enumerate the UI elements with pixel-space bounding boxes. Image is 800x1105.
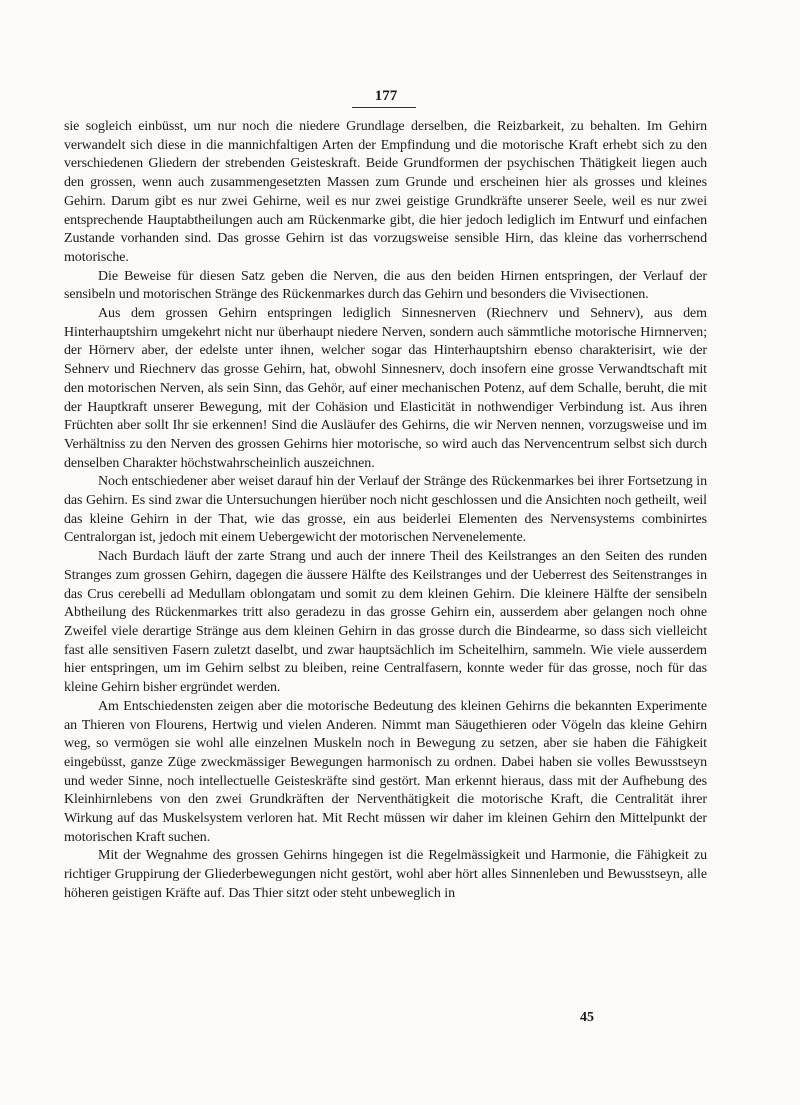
paragraph: Nach Burdach läuft der zarte Strang und auch der innere Theil des Keilstranges an den Seiten des runden Stranges zum grossen Gehirn, dagegen die äussere Hälfte des Keilstranges und der Ueberrest des Seitenstranges in das Crus cerebelli ad Medullam oblongatam und somit zu dem kleinen Gehirn. Die kleinere Hälfte der sensibeln Abtheilung des Rückenmarkes tritt also geradezu in das grosse Gehirn ein, ausserdem aber gelangen noch ohne Zweifel viele derartige Stränge aus dem kleinen Gehirn in das grosse durch die Bindearme, so dass sich vielleicht fast alle sensitiven Fasern zuletzt daselbt, und zwar hauptsächlich im Scheitelhirn, sammeln. Wie viele ausserdem hier entspringen, um im Gehirn selbst zu bleiben, reine Centralfasern, konnte weder für das grosse, noch für das kleine Gehirn bisher ergründet werden.	[64, 549, 707, 696]
paragraph: Noch entschiedener aber weiset darauf hin der Verlauf der Stränge des Rückenmarkes bei ihrer Fortsetzung in das Gehirn. Es sind zwar die Untersuchungen hierüber noch nicht geschlossen und die Ansichten noch getheilt, weil das kleine Gehirn in der That, wie das grosse, ein aus beiderlei Elementen des Nervensystems combinirtes Centralorgan ist, jedoch mit einem Uebergewicht der motorischen Nervenelemente.	[64, 474, 707, 546]
paragraph: Aus dem grossen Gehirn entspringen lediglich Sinnesnerven (Riechnerv und Sehnerv), aus dem Hinterhauptshirn umgekehrt nicht nur überhaupt niedere Nerven, sondern auch sämmtliche motorische Hirnnerven; der Hörnerv aber, der edelste unter ihnen, welcher sogar das Hinterhauptshirn ebenso charakterisirt, wie der Sehnerv und Riechnerv das grosse Gehirn, hat, obwohl Sinnesnerv, doch insofern eine grosse Verwandtschaft mit den motorischen Nerven, als sein Sinn, das Gehör, auf einer mechanischen Potenz, auf dem Schalle, beruht, die mit der Hauptkraft unserer Bewegung, mit der Cohäsion und Elasticität in nothwendiger Verbindung ist. Aus ihren Früchten aber sollt Ihr sie erkennen! Sind die Ausläufer des Gehirns, die wir Nerven nennen, vorzugsweise und im Verhältniss zu den Nerven des grossen Gehirns hier motorische, so wird auch das Nervencentrum selbst sich durch denselben Charakter höchstwahrscheinlich auszeichnen.	[64, 306, 707, 471]
signature-mark: 45	[580, 1010, 594, 1025]
body-text	[64, 118, 707, 904]
paragraph: sie sogleich einbüsst, um nur noch die niedere Grundlage derselben, die Reizbarkeit, zu behalten. Im Gehirn verwandelt sich diese in die mannichfaltigen Arten der Empfindung und die motorische Kraft erhebt sich zu den verschiedenen Gliedern der strebenden Geisteskraft. Beide Grundformen der psychischen Thätigkeit liegen auch den grossen, wenn auch zusammengesetzten Massen zum Grunde und erscheinen hier als grosses und kleines Gehirn. Darum gibt es nur zwei Gehirne, weil es nur zwei geistige Grundkräfte unserer Seele, weil es nur zwei entsprechende Hauptabtheilungen auch am Rückenmarke gibt, die hier jedoch lediglich im Entwurf und einfachen Zustande vorhanden sind. Das grosse Gehirn ist das vorzugsweise sensible Hirn, das kleine das vorherrschend motorische.	[64, 119, 707, 265]
paragraph: Die Beweise für diesen Satz geben die Nerven, die aus den beiden Hirnen entspringen, der Verlauf der sensibeln und motorischen Stränge des Rückenmarkes durch das Gehirn und besonders die Vivisectionen.	[64, 268, 707, 303]
paragraph: Mit der Wegnahme des grossen Gehirns hingegen ist die Regelmässigkeit und Harmonie, die Fähigkeit zu richtiger Gruppirung der Gliederbewegungen nicht gestört, wohl aber hört alles Sinnenleben und Bewusstseyn, alle höheren geistigen Kräfte auf. Das Thier sitzt oder steht unbeweglich in	[64, 848, 707, 901]
paragraph: Am Entschiedensten zeigen aber die motorische Bedeutung des kleinen Gehirns die bekannten Experimente an Thieren von Flourens, Hertwig und vielen Anderen. Nimmt man Säugethieren oder Vögeln das kleine Gehirn weg, so vermögen sie wohl alle einzelnen Muskeln noch in Bewegung zu setzen, aber sie haben die Fähigkeit eingebüsst, ganze Züge zweckmässiger Bewegungen harmonisch zu ordnen. Dabei haben sie volles Bewusstseyn und weder Sinne, noch intellectuelle Geisteskräfte sind gestört. Man erkennt hieraus, dass mit der Aufhebung des Kleinhirnlebens von den zwei Grundkräften der Nerventhätigkeit die motorische Kraft, die Centralität ihrer Wirkung auf das Muskelsystem verloren hat. Mit Recht müssen wir daher im kleinen Gehirn den Mittelpunkt der motorischen Kraft suchen.	[64, 698, 707, 845]
page-number: 177	[374, 88, 398, 104]
page-number-rule	[352, 107, 416, 108]
